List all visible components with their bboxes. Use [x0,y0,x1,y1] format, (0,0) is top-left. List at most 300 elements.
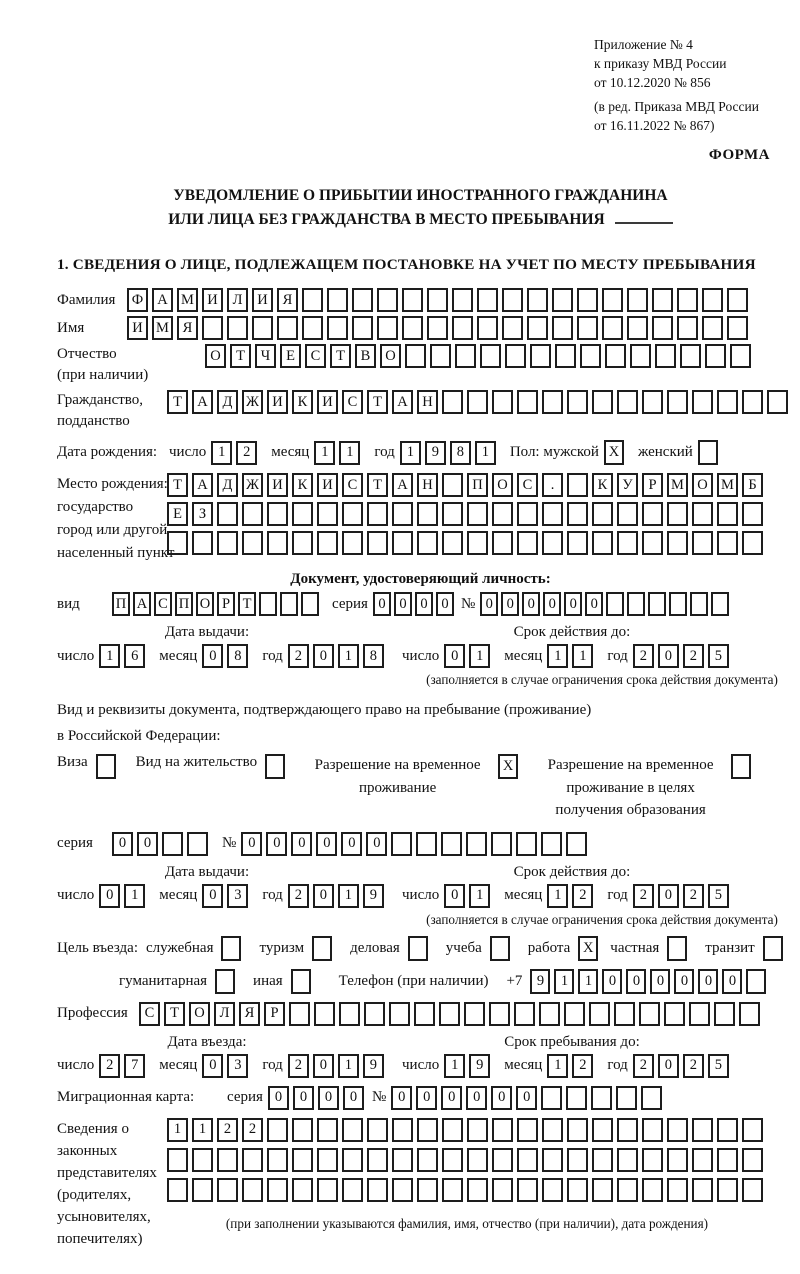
char-cell[interactable]: 1 [554,969,574,994]
char-cell[interactable] [467,1118,488,1142]
char-cell[interactable] [416,832,437,856]
char-cell[interactable] [242,531,263,555]
char-cell[interactable]: Ф [127,288,148,312]
char-cell[interactable]: Т [167,473,188,497]
char-cell[interactable]: 2 [99,1054,120,1078]
char-cell[interactable] [367,1118,388,1142]
char-cell[interactable]: 0 [202,644,223,668]
char-cell[interactable] [408,936,428,961]
char-cell[interactable]: 1 [99,644,120,668]
char-cell[interactable]: 1 [314,441,335,465]
char-cell[interactable] [542,502,563,526]
char-cell[interactable] [280,592,298,616]
char-cell[interactable] [714,1002,735,1026]
char-cell[interactable]: 0 [416,1086,437,1110]
char-cell[interactable]: К [292,390,313,414]
char-cell[interactable] [442,531,463,555]
char-cell[interactable] [577,288,598,312]
char-cell[interactable]: Р [264,1002,285,1026]
char-cell[interactable]: Т [167,390,188,414]
char-cell[interactable] [442,390,463,414]
char-cell[interactable]: 0 [480,592,498,616]
char-cell[interactable] [467,531,488,555]
char-cell[interactable] [567,390,588,414]
char-cell[interactable]: 0 [293,1086,314,1110]
char-cell[interactable] [627,316,648,340]
char-cell[interactable] [655,344,676,368]
char-cell[interactable] [217,1148,238,1172]
char-cell[interactable] [217,531,238,555]
char-cell[interactable] [692,1178,713,1202]
char-cell[interactable] [277,316,298,340]
char-cell[interactable]: З [192,502,213,526]
char-cell[interactable]: И [127,316,148,340]
char-cell[interactable] [292,1178,313,1202]
char-cell[interactable]: 0 [313,884,334,908]
char-cell[interactable]: 0 [391,1086,412,1110]
char-cell[interactable]: В [355,344,376,368]
char-cell[interactable]: Т [230,344,251,368]
char-cell[interactable]: С [517,473,538,497]
char-cell[interactable]: 1 [578,969,598,994]
char-cell[interactable]: С [154,592,172,616]
char-cell[interactable] [705,344,726,368]
char-cell[interactable] [567,1178,588,1202]
char-cell[interactable] [392,1178,413,1202]
char-cell[interactable]: 9 [469,1054,490,1078]
char-cell[interactable] [717,1178,738,1202]
char-cell[interactable] [317,531,338,555]
char-cell[interactable] [702,316,723,340]
char-cell[interactable]: 5 [708,1054,729,1078]
char-cell[interactable]: 0 [602,969,622,994]
char-cell[interactable] [267,1148,288,1172]
char-cell[interactable] [592,502,613,526]
char-cell[interactable]: 0 [268,1086,289,1110]
char-cell[interactable]: Б [742,473,763,497]
char-cell[interactable] [342,1178,363,1202]
char-cell[interactable]: 0 [444,644,465,668]
char-cell[interactable] [292,1118,313,1142]
char-cell[interactable]: У [617,473,638,497]
char-cell[interactable]: 8 [227,644,248,668]
char-cell[interactable]: О [196,592,214,616]
char-cell[interactable] [217,502,238,526]
char-cell[interactable]: 0 [585,592,603,616]
char-cell[interactable] [192,531,213,555]
char-cell[interactable]: О [692,473,713,497]
char-cell[interactable]: О [492,473,513,497]
char-cell[interactable] [742,1148,763,1172]
char-cell[interactable]: 7 [124,1054,145,1078]
char-cell[interactable]: 1 [469,644,490,668]
char-cell[interactable]: И [317,473,338,497]
char-cell[interactable] [552,288,573,312]
char-cell[interactable] [427,288,448,312]
char-cell[interactable] [502,316,523,340]
char-cell[interactable]: А [392,473,413,497]
char-cell[interactable]: 3 [227,884,248,908]
char-cell[interactable] [689,1002,710,1026]
char-cell[interactable] [442,473,463,497]
char-cell[interactable]: 0 [202,1054,223,1078]
char-cell[interactable]: 0 [466,1086,487,1110]
char-cell[interactable] [514,1002,535,1026]
char-cell[interactable] [564,1002,585,1026]
char-cell[interactable]: 2 [633,1054,654,1078]
char-cell[interactable] [301,592,319,616]
char-cell[interactable]: А [192,473,213,497]
char-cell[interactable] [392,531,413,555]
char-cell[interactable] [467,390,488,414]
char-cell[interactable] [592,390,613,414]
char-cell[interactable]: О [380,344,401,368]
char-cell[interactable] [464,1002,485,1026]
char-cell[interactable] [589,1002,610,1026]
char-cell[interactable]: 0 [313,644,334,668]
char-cell[interactable] [727,316,748,340]
char-cell[interactable]: И [267,390,288,414]
char-cell[interactable] [339,1002,360,1026]
char-cell[interactable] [527,288,548,312]
char-cell[interactable]: И [252,288,273,312]
char-cell[interactable]: 9 [425,441,446,465]
char-cell[interactable] [377,316,398,340]
char-cell[interactable] [405,344,426,368]
char-cell[interactable] [541,832,562,856]
char-cell[interactable]: 0 [516,1086,537,1110]
char-cell[interactable] [442,1148,463,1172]
char-cell[interactable] [187,832,208,856]
char-cell[interactable]: 1 [167,1118,188,1142]
char-cell[interactable]: 0 [394,592,412,616]
char-cell[interactable]: 1 [211,441,232,465]
char-cell[interactable]: Р [217,592,235,616]
char-cell[interactable] [727,288,748,312]
char-cell[interactable] [259,592,277,616]
char-cell[interactable] [730,344,751,368]
char-cell[interactable]: 8 [363,644,384,668]
char-cell[interactable] [664,1002,685,1026]
char-cell[interactable] [702,288,723,312]
char-cell[interactable] [417,502,438,526]
char-cell[interactable]: 0 [266,832,287,856]
char-cell[interactable]: 2 [633,644,654,668]
char-cell[interactable] [567,531,588,555]
char-cell[interactable]: 9 [530,969,550,994]
char-cell[interactable] [717,502,738,526]
char-cell[interactable] [417,531,438,555]
char-cell[interactable] [314,1002,335,1026]
char-cell[interactable] [292,502,313,526]
char-cell[interactable] [442,1178,463,1202]
char-cell[interactable] [265,754,285,779]
char-cell[interactable] [492,390,513,414]
char-cell[interactable]: 8 [450,441,471,465]
char-cell[interactable] [742,502,763,526]
char-cell[interactable] [392,502,413,526]
char-cell[interactable]: А [392,390,413,414]
char-cell[interactable]: А [133,592,151,616]
char-cell[interactable]: 0 [241,832,262,856]
char-cell[interactable] [96,754,116,779]
char-cell[interactable]: Т [238,592,256,616]
char-cell[interactable]: Я [277,288,298,312]
char-cell[interactable] [252,316,273,340]
char-cell[interactable]: 5 [708,644,729,668]
char-cell[interactable] [542,390,563,414]
char-cell[interactable] [192,1178,213,1202]
char-cell[interactable] [642,531,663,555]
char-cell[interactable]: 1 [469,884,490,908]
char-cell[interactable] [517,531,538,555]
char-cell[interactable]: Я [177,316,198,340]
char-cell[interactable] [317,1178,338,1202]
char-cell[interactable]: 0 [441,1086,462,1110]
char-cell[interactable]: Л [214,1002,235,1026]
char-cell[interactable]: 3 [227,1054,248,1078]
char-cell[interactable] [542,1148,563,1172]
char-cell[interactable] [592,1148,613,1172]
char-cell[interactable] [364,1002,385,1026]
char-cell[interactable] [763,936,783,961]
char-cell[interactable] [242,1148,263,1172]
char-cell[interactable] [746,969,766,994]
char-cell[interactable] [489,1002,510,1026]
char-cell[interactable] [289,1002,310,1026]
char-cell[interactable]: 0 [202,884,223,908]
char-cell[interactable] [167,1148,188,1172]
char-cell[interactable] [302,316,323,340]
char-cell[interactable] [517,502,538,526]
char-cell[interactable] [617,1178,638,1202]
char-cell[interactable]: X [604,440,624,465]
char-cell[interactable] [711,592,729,616]
char-cell[interactable]: 1 [572,644,593,668]
char-cell[interactable]: К [592,473,613,497]
char-cell[interactable] [552,316,573,340]
char-cell[interactable]: Ж [242,390,263,414]
char-cell[interactable] [242,1178,263,1202]
char-cell[interactable] [439,1002,460,1026]
char-cell[interactable] [392,1118,413,1142]
char-cell[interactable] [492,531,513,555]
char-cell[interactable]: Е [280,344,301,368]
char-cell[interactable] [367,502,388,526]
char-cell[interactable]: С [139,1002,160,1026]
char-cell[interactable]: Е [167,502,188,526]
char-cell[interactable] [717,531,738,555]
char-cell[interactable] [517,1148,538,1172]
char-cell[interactable] [227,316,248,340]
char-cell[interactable] [417,1118,438,1142]
char-cell[interactable]: 0 [366,832,387,856]
char-cell[interactable] [642,1178,663,1202]
char-cell[interactable]: 0 [318,1086,339,1110]
char-cell[interactable] [517,1178,538,1202]
char-cell[interactable]: 1 [444,1054,465,1078]
char-cell[interactable] [667,1148,688,1172]
char-cell[interactable]: 0 [444,884,465,908]
char-cell[interactable]: X [498,754,518,779]
char-cell[interactable]: 0 [658,884,679,908]
char-cell[interactable]: 1 [124,884,145,908]
char-cell[interactable] [492,1148,513,1172]
char-cell[interactable] [267,1118,288,1142]
char-cell[interactable]: 0 [501,592,519,616]
char-cell[interactable] [541,1086,562,1110]
char-cell[interactable] [414,1002,435,1026]
char-cell[interactable]: М [152,316,173,340]
char-cell[interactable] [717,1148,738,1172]
char-cell[interactable] [477,288,498,312]
char-cell[interactable]: 0 [112,832,133,856]
char-cell[interactable]: И [202,288,223,312]
char-cell[interactable] [392,1148,413,1172]
char-cell[interactable] [742,390,763,414]
char-cell[interactable]: 0 [658,1054,679,1078]
char-cell[interactable] [616,1086,637,1110]
char-cell[interactable] [639,1002,660,1026]
char-cell[interactable] [221,936,241,961]
char-cell[interactable] [617,531,638,555]
char-cell[interactable] [605,344,626,368]
char-cell[interactable] [352,288,373,312]
char-cell[interactable] [292,1148,313,1172]
char-cell[interactable] [669,592,687,616]
char-cell[interactable] [452,288,473,312]
char-cell[interactable]: 2 [683,1054,704,1078]
char-cell[interactable] [267,531,288,555]
char-cell[interactable] [742,1178,763,1202]
char-cell[interactable] [442,1118,463,1142]
char-cell[interactable] [490,936,510,961]
char-cell[interactable] [417,1178,438,1202]
char-cell[interactable]: 1 [547,1054,568,1078]
char-cell[interactable] [162,832,183,856]
char-cell[interactable] [215,969,235,994]
char-cell[interactable] [630,344,651,368]
char-cell[interactable] [391,832,412,856]
char-cell[interactable]: Д [217,473,238,497]
char-cell[interactable] [542,531,563,555]
char-cell[interactable] [327,316,348,340]
char-cell[interactable] [402,316,423,340]
char-cell[interactable] [167,1178,188,1202]
char-cell[interactable] [342,1118,363,1142]
char-cell[interactable] [614,1002,635,1026]
char-cell[interactable] [492,502,513,526]
char-cell[interactable] [692,390,713,414]
char-cell[interactable] [692,1118,713,1142]
char-cell[interactable] [517,1118,538,1142]
char-cell[interactable] [342,1148,363,1172]
char-cell[interactable] [677,288,698,312]
char-cell[interactable] [680,344,701,368]
char-cell[interactable]: 0 [415,592,433,616]
char-cell[interactable] [267,502,288,526]
char-cell[interactable]: 1 [547,644,568,668]
char-cell[interactable]: 2 [217,1118,238,1142]
char-cell[interactable]: 1 [338,884,359,908]
char-cell[interactable] [642,390,663,414]
char-cell[interactable]: И [267,473,288,497]
char-cell[interactable]: 0 [522,592,540,616]
char-cell[interactable] [367,531,388,555]
char-cell[interactable] [267,1178,288,1202]
char-cell[interactable] [455,344,476,368]
char-cell[interactable] [667,936,687,961]
char-cell[interactable] [677,316,698,340]
char-cell[interactable] [742,1118,763,1142]
char-cell[interactable]: 1 [339,441,360,465]
char-cell[interactable] [517,390,538,414]
char-cell[interactable] [491,832,512,856]
char-cell[interactable]: 0 [674,969,694,994]
char-cell[interactable]: 9 [363,1054,384,1078]
char-cell[interactable]: 2 [633,884,654,908]
char-cell[interactable]: 1 [192,1118,213,1142]
char-cell[interactable]: С [342,390,363,414]
char-cell[interactable] [592,1118,613,1142]
char-cell[interactable] [167,531,188,555]
char-cell[interactable] [692,1148,713,1172]
char-cell[interactable]: Т [367,473,388,497]
char-cell[interactable] [292,531,313,555]
char-cell[interactable] [417,1148,438,1172]
char-cell[interactable] [602,316,623,340]
char-cell[interactable] [367,1148,388,1172]
char-cell[interactable] [627,288,648,312]
char-cell[interactable] [577,316,598,340]
char-cell[interactable]: 5 [708,884,729,908]
char-cell[interactable] [530,344,551,368]
char-cell[interactable] [739,1002,760,1026]
char-cell[interactable] [567,502,588,526]
char-cell[interactable] [698,440,718,465]
char-cell[interactable] [516,832,537,856]
char-cell[interactable]: 2 [572,884,593,908]
char-cell[interactable] [566,1086,587,1110]
char-cell[interactable] [555,344,576,368]
char-cell[interactable] [427,316,448,340]
char-cell[interactable]: 2 [288,644,309,668]
char-cell[interactable] [492,1118,513,1142]
char-cell[interactable]: X [578,936,598,961]
char-cell[interactable]: Я [239,1002,260,1026]
char-cell[interactable]: 2 [236,441,257,465]
char-cell[interactable] [692,502,713,526]
char-cell[interactable]: 0 [658,644,679,668]
char-cell[interactable]: О [189,1002,210,1026]
char-cell[interactable]: 0 [543,592,561,616]
char-cell[interactable] [352,316,373,340]
char-cell[interactable] [242,502,263,526]
char-cell[interactable] [502,288,523,312]
char-cell[interactable]: Ж [242,473,263,497]
char-cell[interactable]: Д [217,390,238,414]
char-cell[interactable]: 1 [338,1054,359,1078]
char-cell[interactable]: А [152,288,173,312]
char-cell[interactable] [617,1148,638,1172]
char-cell[interactable] [442,502,463,526]
char-cell[interactable] [667,502,688,526]
char-cell[interactable] [542,1178,563,1202]
char-cell[interactable]: Ч [255,344,276,368]
char-cell[interactable] [317,1118,338,1142]
char-cell[interactable]: К [292,473,313,497]
char-cell[interactable]: С [342,473,363,497]
